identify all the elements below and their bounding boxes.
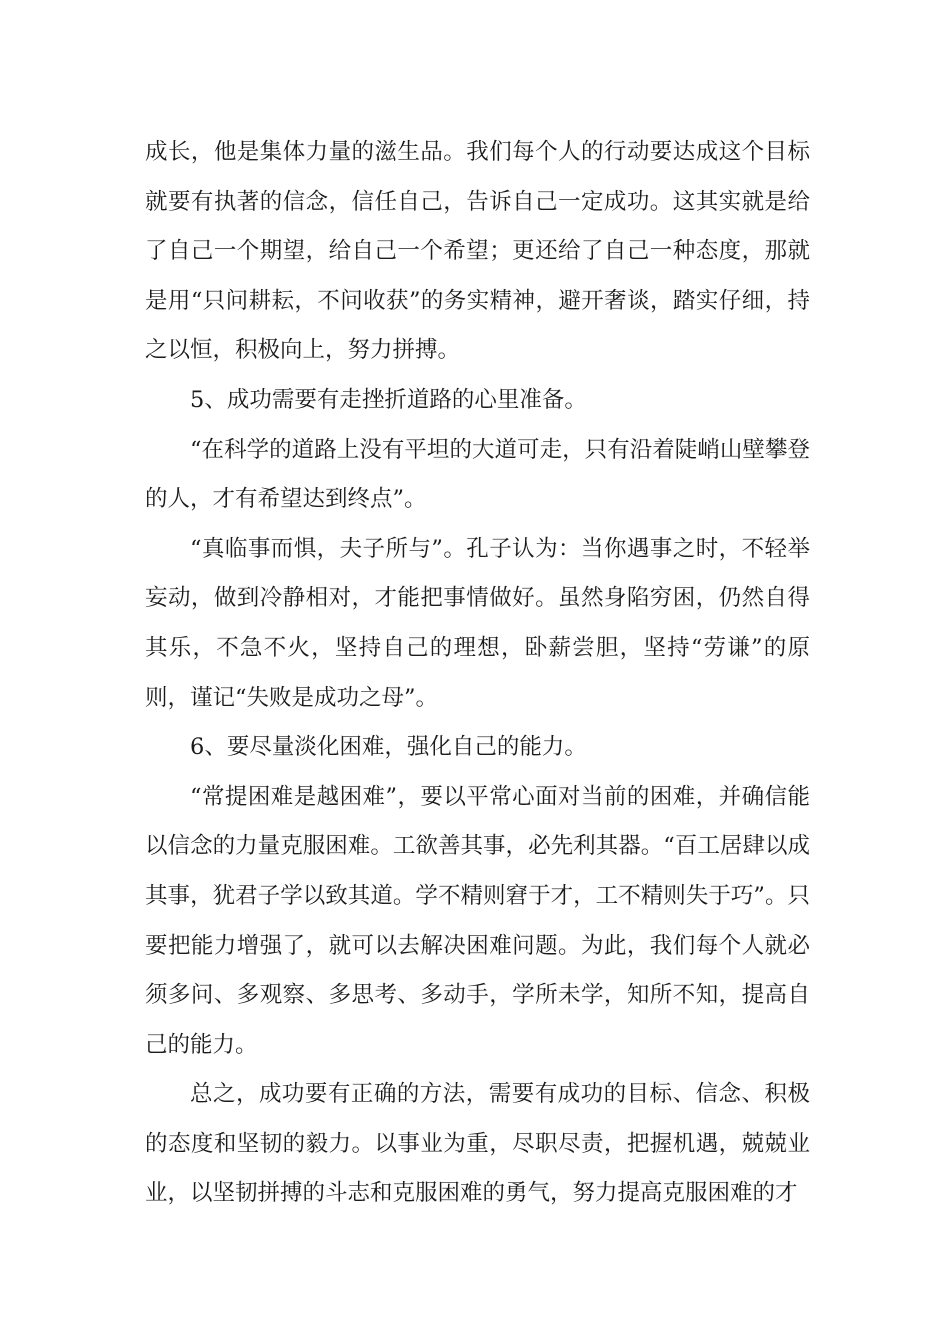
paragraph-2-heading: 5、成功需要有走挫折道路的心里准备。	[190, 386, 587, 413]
body-text	[145, 128, 810, 1219]
paragraph-7: 总之，成功要有正确的方法，需要有成功的目标、信念、积极的态度和坚韧的毅力。以事业为重，尽职尽责，把握机遇，兢兢业业，以坚韧拼搏的斗志和克服困难的勇气，努力提高克服困难的才	[145, 1081, 810, 1207]
paragraph-5-heading: 6、要尽量淡化困难，强化自己的能力。	[190, 734, 587, 761]
paragraph-4: “真临事而惧，夫子所与”。孔子认为：当你遇事之时，不轻举妄动，做到冷静相对，才能把事情做好。虽然身陷穷困，仍然自得其乐，不急不火，坚持自己的理想，卧薪尝胆，坚持“劳谦”的原则，谨记“失败是成功之母”。	[145, 535, 810, 711]
paragraph-6: “常提困难是越困难”，要以平常心面对当前的困难，并确信能以信念的力量克服困难。工欲善其事，必先利其器。“百工居肆以成其事，犹君子学以致其道。学不精则窘于才，工不精则失于巧”。只要把能力增强了，就可以去解决困难问题。为此，我们每个人就必须多问、多观察、多思考、多动手，学所未学，知所不知，提高自己的能力。	[145, 783, 810, 1058]
paragraph-1: 成长，他是集体力量的滋生品。我们每个人的行动要达成这个目标就要有执著的信念，信任自己，告诉自己一定成功。这其实就是给了自己一个期望，给自己一个希望；更还给了自己一种态度，那就是用“只问耕耘，不问收获”的务实精神，避开奢谈，踏实仔细，持之以恒，积极向上，努力拼搏。	[145, 139, 810, 364]
paragraph-3: “在科学的道路上没有平坦的大道可走，只有沿着陡峭山壁攀登的人，才有希望达到终点”。	[145, 436, 810, 513]
